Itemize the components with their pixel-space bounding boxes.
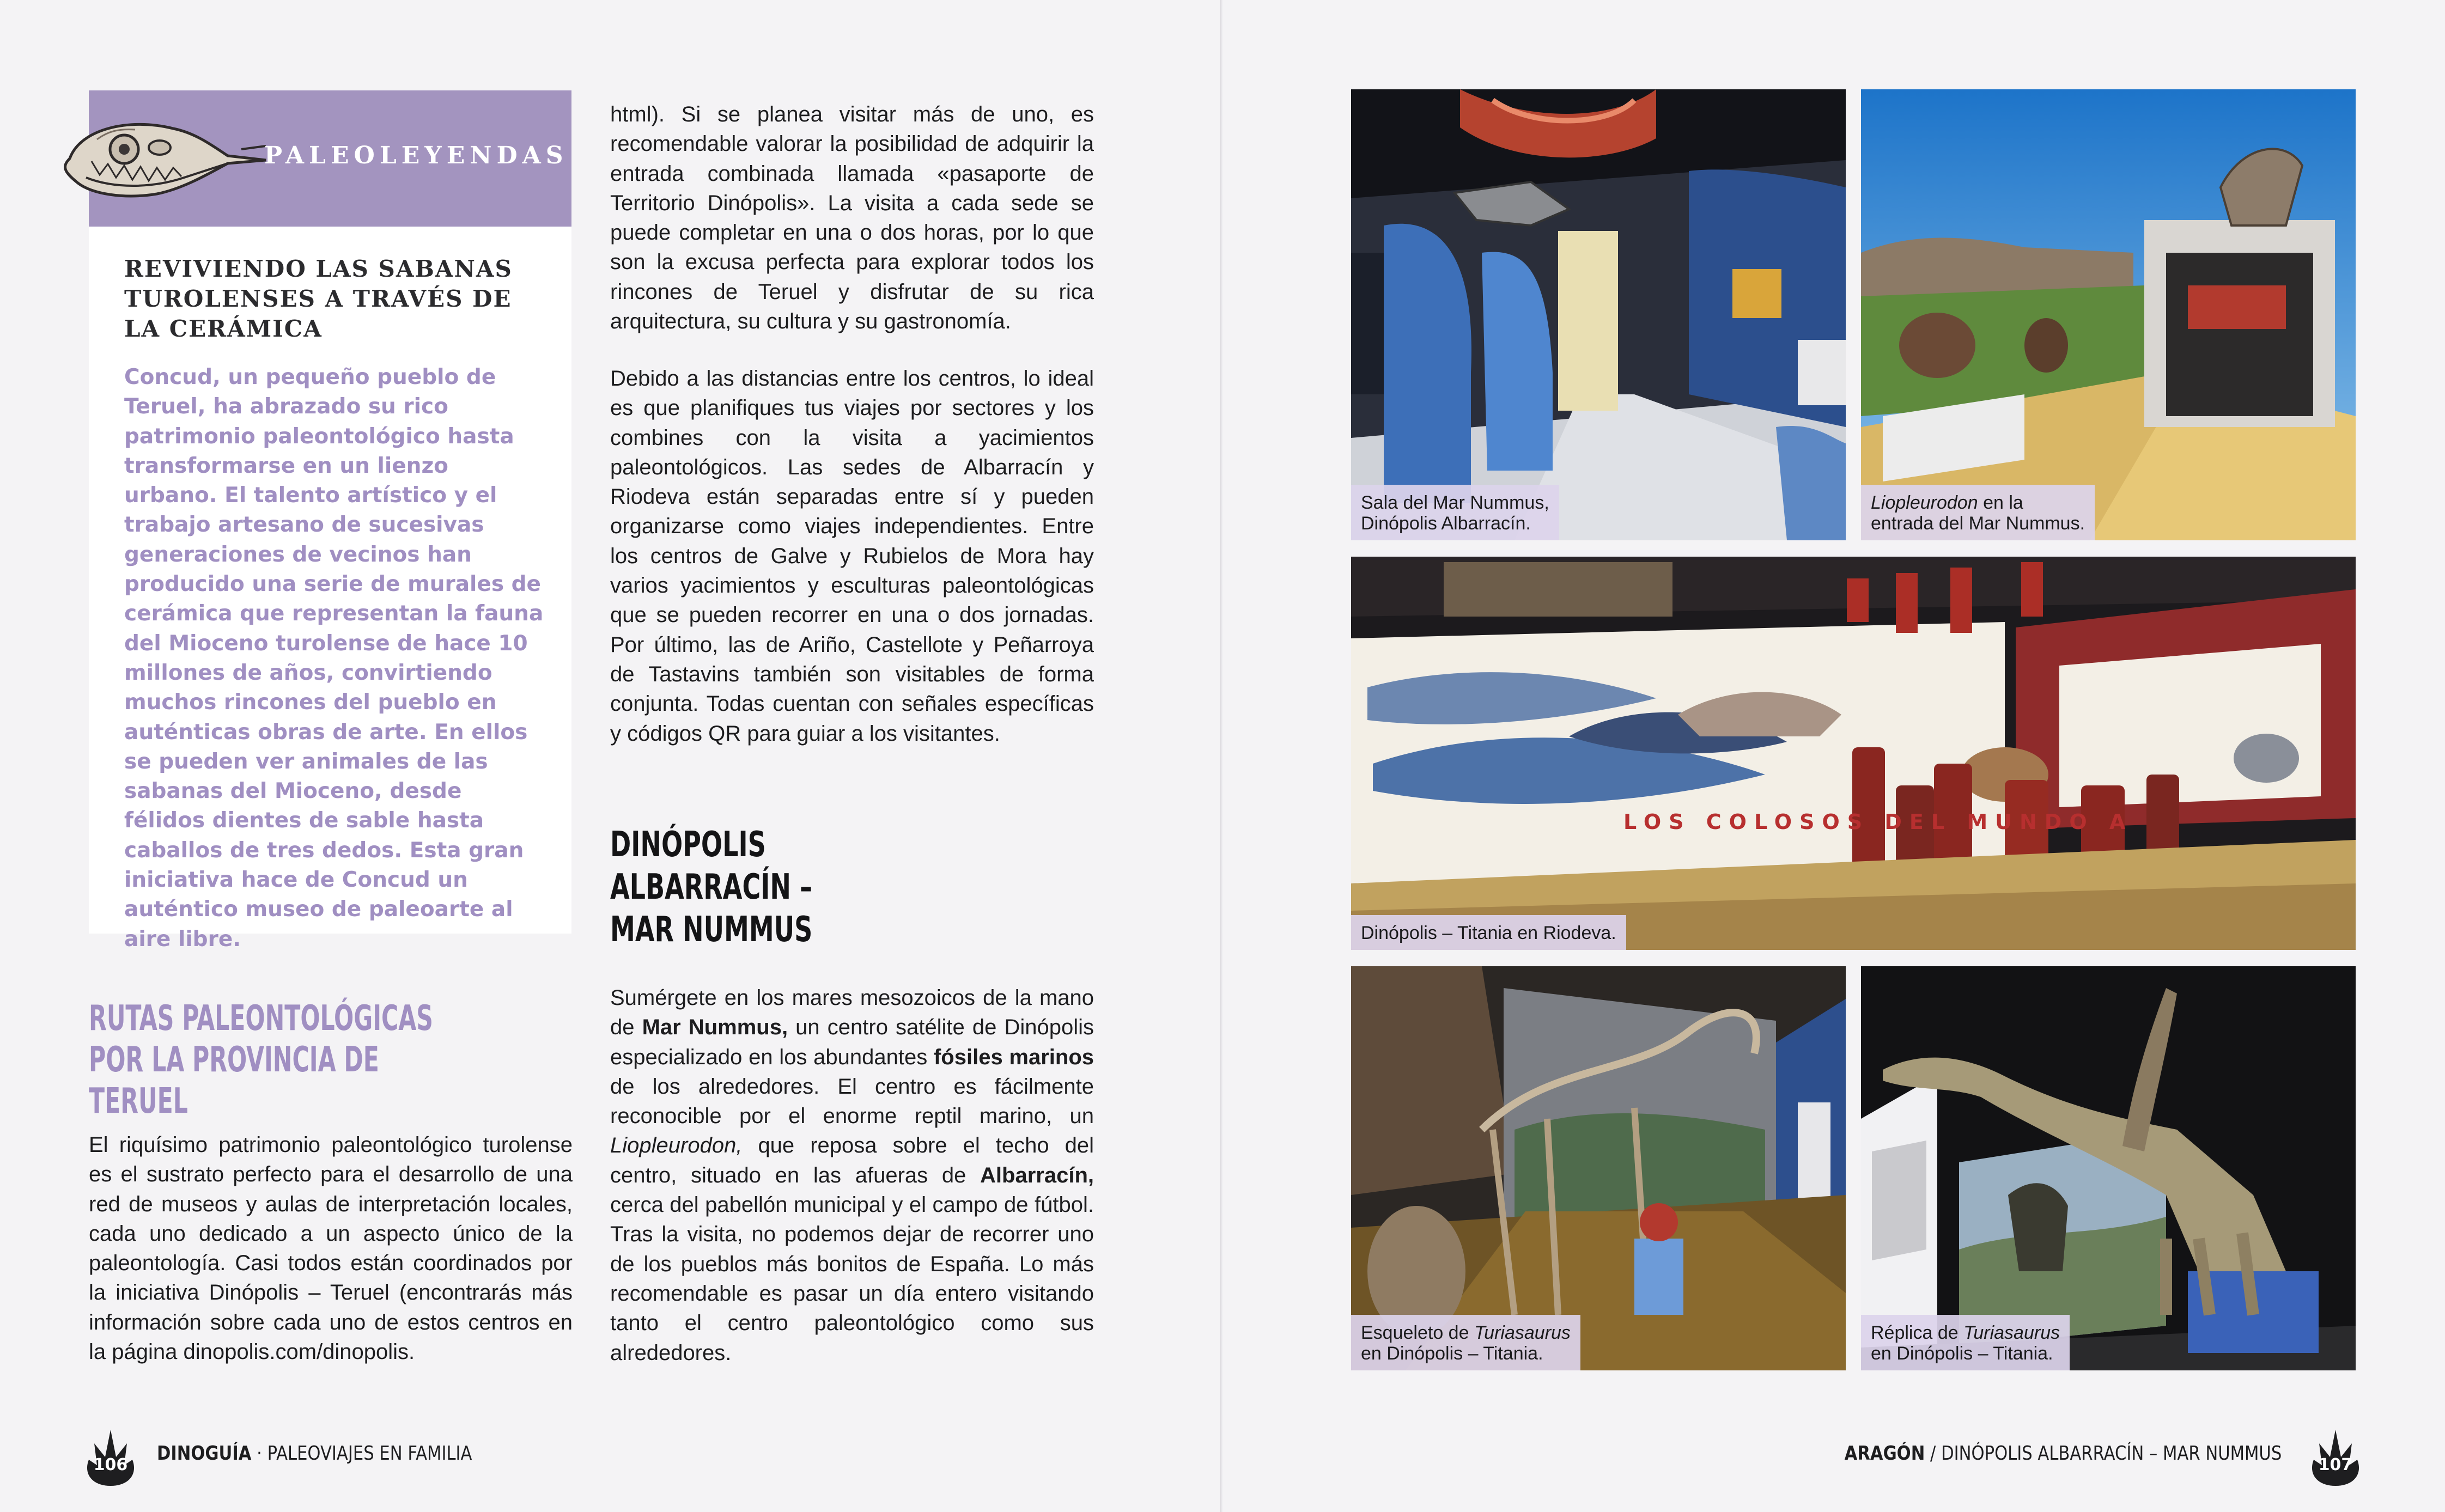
caption-line: en Dinópolis – Titania. (1871, 1343, 2053, 1364)
banner-text: LOS COLOSOS DEL MUNDO A (1623, 810, 2133, 834)
footer-bold: DINOGUÍA (157, 1442, 252, 1465)
photo-liopleurodon-entrada (1861, 89, 2356, 540)
caption-line: en Dinópolis – Titania. (1361, 1343, 1543, 1364)
sidebar-title: REVIVIENDO LAS SABANAS TUROLENSES A TRAVÉS DE LA CERÁMICA (124, 255, 513, 342)
photo-titania-riodeva (1351, 557, 2356, 950)
caption-text: Esqueleto de (1361, 1322, 1474, 1343)
text-run-bold: fósiles marinos (933, 1045, 1094, 1069)
text-run: Sumérgete en los mares mesozoicos de la mano de (610, 986, 1094, 1040)
text-run: que reposa sobre el techo del centro, situado en las afueras de (610, 1133, 1094, 1187)
paragraph-distancias: Debido a las distancias entre los centros, lo ideal es que planifiques tus viajes por sectores y los combines con la visita a yacimientos paleontológicos. Las sedes de Albarracín y Riodeva están separadas entre sí y pueden organizarse como viajes independientes. Entre los centros de Galve y Rubielos de Mora hay varios yacimientos y esculturas paleontológicas que se pueden recorrer en una o dos jornadas. Por último, las de Ariño, Castellote y Peñarroya de Tastavins también son visitables de forma conjunta. Todas cuentan con señales específicas y códigos QR para guiar a los visitantes. (610, 367, 1094, 746)
caption-line (1871, 1322, 2060, 1343)
photo-esqueleto-turiasaurus (1351, 966, 1846, 1370)
caption-italic: Turiasaurus (1474, 1322, 1571, 1343)
footer-rest: / DINÓPOLIS ALBARRACÍN – MAR NUMMUS (1925, 1442, 2282, 1465)
left-page (0, 0, 1222, 1512)
text-run: cerca del pabellón municipal y el campo de fútbol. Tras la visita, no podemos dejar de recorrer uno de los pueblos más bonitos de España. Lo más recomendable es pasar un día entero visitando tanto el centro paleontológico como sus alrededores. (610, 1193, 1094, 1365)
photo-caption (1861, 485, 2095, 540)
caption-line (1871, 492, 2085, 513)
photo-replica-turiasaurus (1861, 966, 2356, 1370)
caption-line: entrada del Mar Nummus. (1871, 513, 2085, 534)
paragraph-pasaporte: html). Si se planea visitar más de uno, es recomendable valorar la posibilidad de adquirir la entrada combinada llamada «pasaporte de Territorio Dinópolis». La visita a cada sede se puede completar en una o dos horas, por lo que son la excusa perfecta para explorar todos los rincones de Teruel y disfrutar de su rica arquitectura, su cultura y su gastronomía. (610, 102, 1094, 334)
photo-graphic (1351, 89, 1846, 540)
page-number-right: 107 (2318, 1455, 2353, 1474)
photo-caption (1861, 1315, 2070, 1370)
photo-caption (1351, 485, 1559, 540)
sidebar-tag: PALEOLEYENDAS (264, 142, 568, 169)
folio-left (81, 1427, 141, 1487)
caption-line: Sala del Mar Nummus, (1361, 492, 1549, 513)
photo-caption (1351, 1315, 1580, 1370)
text-run-bold: Albarracín, (980, 1163, 1094, 1187)
section-heading-rutas: RUTAS PALEONTOLÓGICAS POR LA PROVINCIA DE TERUEL (89, 998, 433, 1121)
footer-bold: ARAGÓN (1844, 1442, 1925, 1465)
folio-right (2306, 1427, 2365, 1487)
page-number-left: 106 (93, 1455, 128, 1474)
paragraph-rutas: El riquísimo patrimonio paleontológico turolense es el sustrato perfecto para el desarrollo de una red de museos y aulas de interpretación locales, cada uno dedicado a un aspecto único de la paleontología. Casi todos están coordinados por la iniciativa Dinópolis – Teruel (encontrarás más información sobre cada uno de estos centros en la página dinopolis.com/dinopolis. (89, 1133, 573, 1364)
text-run-italic: Liopleurodon, (610, 1133, 743, 1158)
photo-graphic (1861, 89, 2356, 540)
caption-italic: Liopleurodon (1871, 492, 1978, 513)
caption-line: Dinópolis Albarracín. (1361, 513, 1531, 534)
text-run-bold: Mar Nummus, (642, 1015, 788, 1040)
right-page (1222, 0, 2445, 1512)
photo-graphic (1351, 557, 2356, 950)
caption-text: Réplica de (1871, 1322, 1964, 1343)
photo-graphic (1861, 966, 2356, 1370)
caption-text: en la (1978, 492, 2023, 513)
sidebar-box (89, 90, 571, 952)
caption-italic: Turiasaurus (1963, 1322, 2060, 1343)
photo-caption (1351, 915, 1626, 950)
footer-rest: · PALEOVIAJES EN FAMILIA (251, 1442, 472, 1465)
caption-line (1361, 1322, 1571, 1343)
caption-line: Dinópolis – Titania en Riodeva. (1361, 923, 1616, 943)
section-heading-dinopolis: DINÓPOLIS ALBARRACÍN – MAR NUMMUS (610, 825, 813, 950)
photo-sala-mar-nummus (1351, 89, 1846, 540)
photo-graphic (1351, 966, 1846, 1370)
running-footer-left (157, 1442, 472, 1465)
skull-illustration (48, 107, 277, 216)
paragraph-mar-nummus (610, 983, 1094, 1368)
text-run: un centro satélite de Dinópolis especializado en los abundantes (610, 1015, 1094, 1069)
running-footer-right (1844, 1442, 2282, 1465)
sidebar-body: Concud, un pequeño pueblo de Teruel, ha abrazado su rico patrimonio paleontológico hasta transformarse en un lienzo urbano. El talento artístico y el trabajo artesano de sucesivas generaciones de vecinos han producido una serie de murales de cerámica que representan la fauna del Mioceno turolense de hace 10 millones de años, convirtiendo muchos rincones del pueblo en auténticas obras de arte. En ellos se pueden ver animales de las sabanas del Mioceno, desde félidos dientes de sable hasta caballos de tres dedos. Esta gran iniciativa hace de Concud un auténtico museo de paleoarte al aire libre. (124, 365, 544, 952)
text-run: de los alrededores. El centro es fácilmente reconocible por el enorme reptil marino, un (610, 1074, 1094, 1129)
sidebar-header (89, 90, 571, 227)
